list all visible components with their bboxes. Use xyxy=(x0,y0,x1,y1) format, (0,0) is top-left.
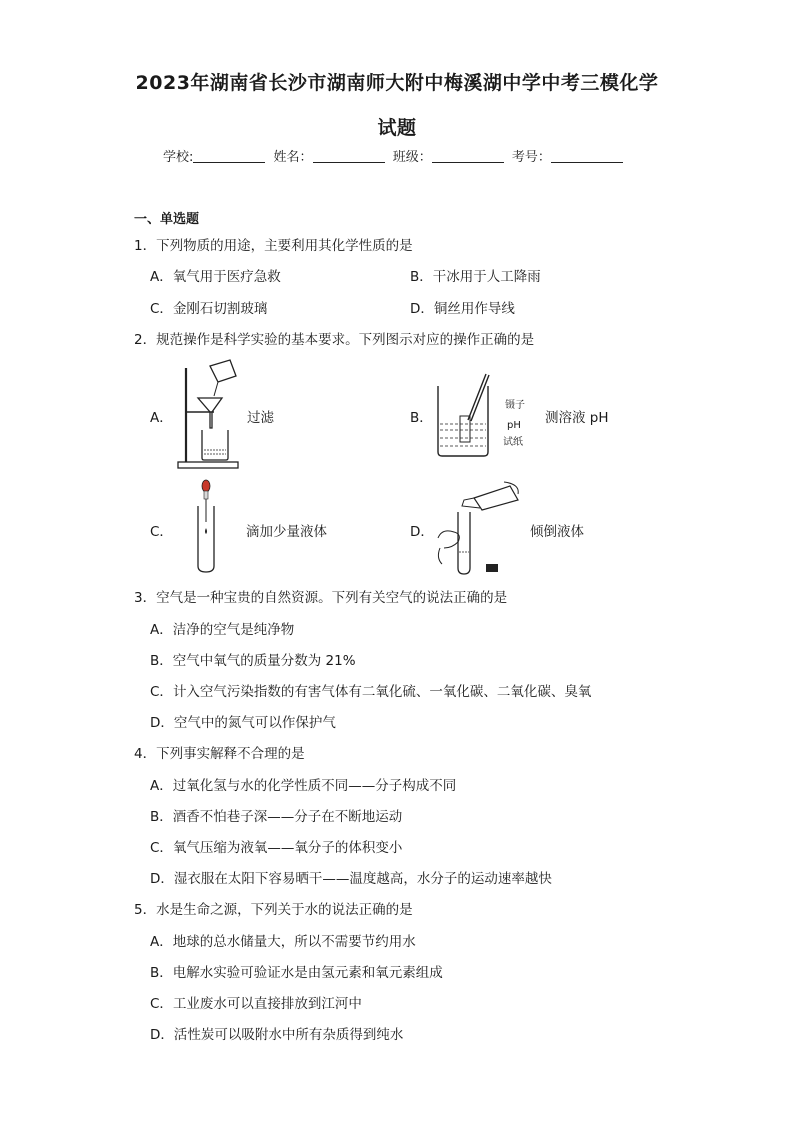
question-5 xyxy=(134,898,413,918)
q4-option-d[interactable] xyxy=(150,867,552,887)
q2-option-c-caption: 滴加少量液体 xyxy=(246,524,327,540)
option-letter: B． xyxy=(150,809,173,825)
q4-option-c[interactable] xyxy=(150,836,402,856)
option-letter: C． xyxy=(150,524,173,540)
q5-option-a[interactable] xyxy=(150,930,416,950)
number-blank[interactable] xyxy=(551,149,623,163)
number-label: 考号： xyxy=(511,150,551,165)
class-blank[interactable] xyxy=(432,149,504,163)
q5-option-d[interactable] xyxy=(150,1023,403,1043)
dropper-test-tube-illustration xyxy=(192,478,220,576)
q2-option-b[interactable] xyxy=(410,406,433,426)
option-letter: A． xyxy=(150,778,173,794)
section-heading: 一、单选题 xyxy=(134,212,200,227)
option-text: 金刚石切割玻璃 xyxy=(172,301,268,317)
option-text: 电解水实验可验证水是由氢元素和氧元素组成 xyxy=(172,965,443,981)
option-text: 酒香不怕巷子深——分子在不断地运动 xyxy=(172,809,403,825)
school-label: 学校: xyxy=(163,150,194,165)
name-blank[interactable] xyxy=(313,149,385,163)
question-number: 5． xyxy=(134,902,157,918)
question-text: 空气是一种宝贵的自然资源。下列有关空气的说法正确的是 xyxy=(156,590,508,606)
option-text: 地球的总水储量大，所以不需要节约用水 xyxy=(172,934,416,950)
option-text: 活性炭可以吸附水中所有杂质得到纯水 xyxy=(173,1027,404,1043)
q2-option-c[interactable] xyxy=(150,520,173,540)
question-text: 水是生命之源，下列关于水的说法正确的是 xyxy=(156,902,413,918)
option-text: 铜丝用作导线 xyxy=(433,301,515,317)
exam-title-line2: 试题 xyxy=(377,117,417,139)
option-letter: A． xyxy=(150,269,173,285)
q5-option-c[interactable] xyxy=(150,992,362,1012)
q4-option-b[interactable] xyxy=(150,805,402,825)
option-letter: D． xyxy=(150,1027,174,1043)
option-letter: D． xyxy=(410,524,434,540)
q2-option-a[interactable] xyxy=(150,406,173,426)
tweezers-label: 镊子 xyxy=(505,400,525,411)
question-text: 下列事实解释不合理的是 xyxy=(156,746,305,762)
option-letter: D． xyxy=(410,301,434,317)
q1-option-c[interactable] xyxy=(150,297,267,317)
option-text: 空气中氧气的质量分数为 21% xyxy=(172,653,356,669)
option-text: 干冰用于人工降雨 xyxy=(432,269,541,285)
q2-option-b-caption: 测溶液 pH xyxy=(545,410,609,426)
q1-option-b[interactable] xyxy=(410,265,541,285)
option-text: 工业废水可以直接排放到江河中 xyxy=(172,996,362,1012)
pouring-liquid-illustration xyxy=(434,478,524,578)
school-blank[interactable] xyxy=(193,149,265,163)
option-letter: B． xyxy=(150,653,173,669)
question-1 xyxy=(134,234,413,254)
option-text: 氧气用于医疗急救 xyxy=(172,269,281,285)
ph-label: pH xyxy=(507,420,521,431)
q1-option-d[interactable] xyxy=(410,297,515,317)
option-letter: D． xyxy=(150,871,174,887)
q3-option-c[interactable] xyxy=(150,680,591,700)
option-text: 空气中的氮气可以作保护气 xyxy=(173,715,336,731)
question-number: 1． xyxy=(134,238,157,254)
q5-option-b[interactable] xyxy=(150,961,443,981)
option-letter: C． xyxy=(150,996,173,1012)
option-letter: B． xyxy=(410,410,433,426)
q4-option-a[interactable] xyxy=(150,774,456,794)
beaker-ph-test-illustration xyxy=(434,372,494,458)
question-2 xyxy=(134,328,534,348)
question-number: 3． xyxy=(134,590,157,606)
option-text: 洁净的空气是纯净物 xyxy=(172,622,295,638)
q2-option-d-caption: 倾倒液体 xyxy=(530,524,584,540)
option-letter: C． xyxy=(150,840,173,856)
q1-option-a[interactable] xyxy=(150,265,281,285)
q3-option-d[interactable] xyxy=(150,711,336,731)
option-letter: C． xyxy=(150,684,173,700)
exam-title-line1: 2023年湖南省长沙市湖南师大附中梅溪湖中学中考三模化学 xyxy=(135,72,659,94)
option-text: 计入空气污染指数的有害气体有二氧化硫、一氧化碳、二氧化碳、臭氧 xyxy=(172,684,592,700)
student-info-line xyxy=(163,146,627,165)
option-letter: A． xyxy=(150,410,173,426)
question-number: 4． xyxy=(134,746,157,762)
question-text: 下列物质的用途，主要利用其化学性质的是 xyxy=(156,238,413,254)
name-label: 姓名： xyxy=(273,150,313,165)
option-text: 湿衣服在太阳下容易晒干——温度越高，水分子的运动速率越快 xyxy=(173,871,552,887)
option-letter: B． xyxy=(410,269,433,285)
option-letter: C． xyxy=(150,301,173,317)
option-text: 过氧化氢与水的化学性质不同——分子构成不同 xyxy=(172,778,457,794)
option-letter: D． xyxy=(150,715,174,731)
q3-option-b[interactable] xyxy=(150,649,356,669)
q3-option-a[interactable] xyxy=(150,618,294,638)
question-3 xyxy=(134,586,507,606)
q2-option-d[interactable] xyxy=(410,520,434,540)
q2-option-a-caption: 过滤 xyxy=(247,410,274,426)
question-number: 2． xyxy=(134,332,157,348)
question-4 xyxy=(134,742,305,762)
option-text: 氧气压缩为液氧——氧分子的体积变小 xyxy=(172,840,403,856)
question-text: 规范操作是科学实验的基本要求。下列图示对应的操作正确的是 xyxy=(156,332,535,348)
class-label: 班级： xyxy=(392,150,432,165)
test-paper-label: 试纸 xyxy=(503,437,523,448)
option-letter: A． xyxy=(150,934,173,950)
filtration-apparatus-illustration xyxy=(174,358,244,470)
option-letter: B． xyxy=(150,965,173,981)
option-letter: A． xyxy=(150,622,173,638)
